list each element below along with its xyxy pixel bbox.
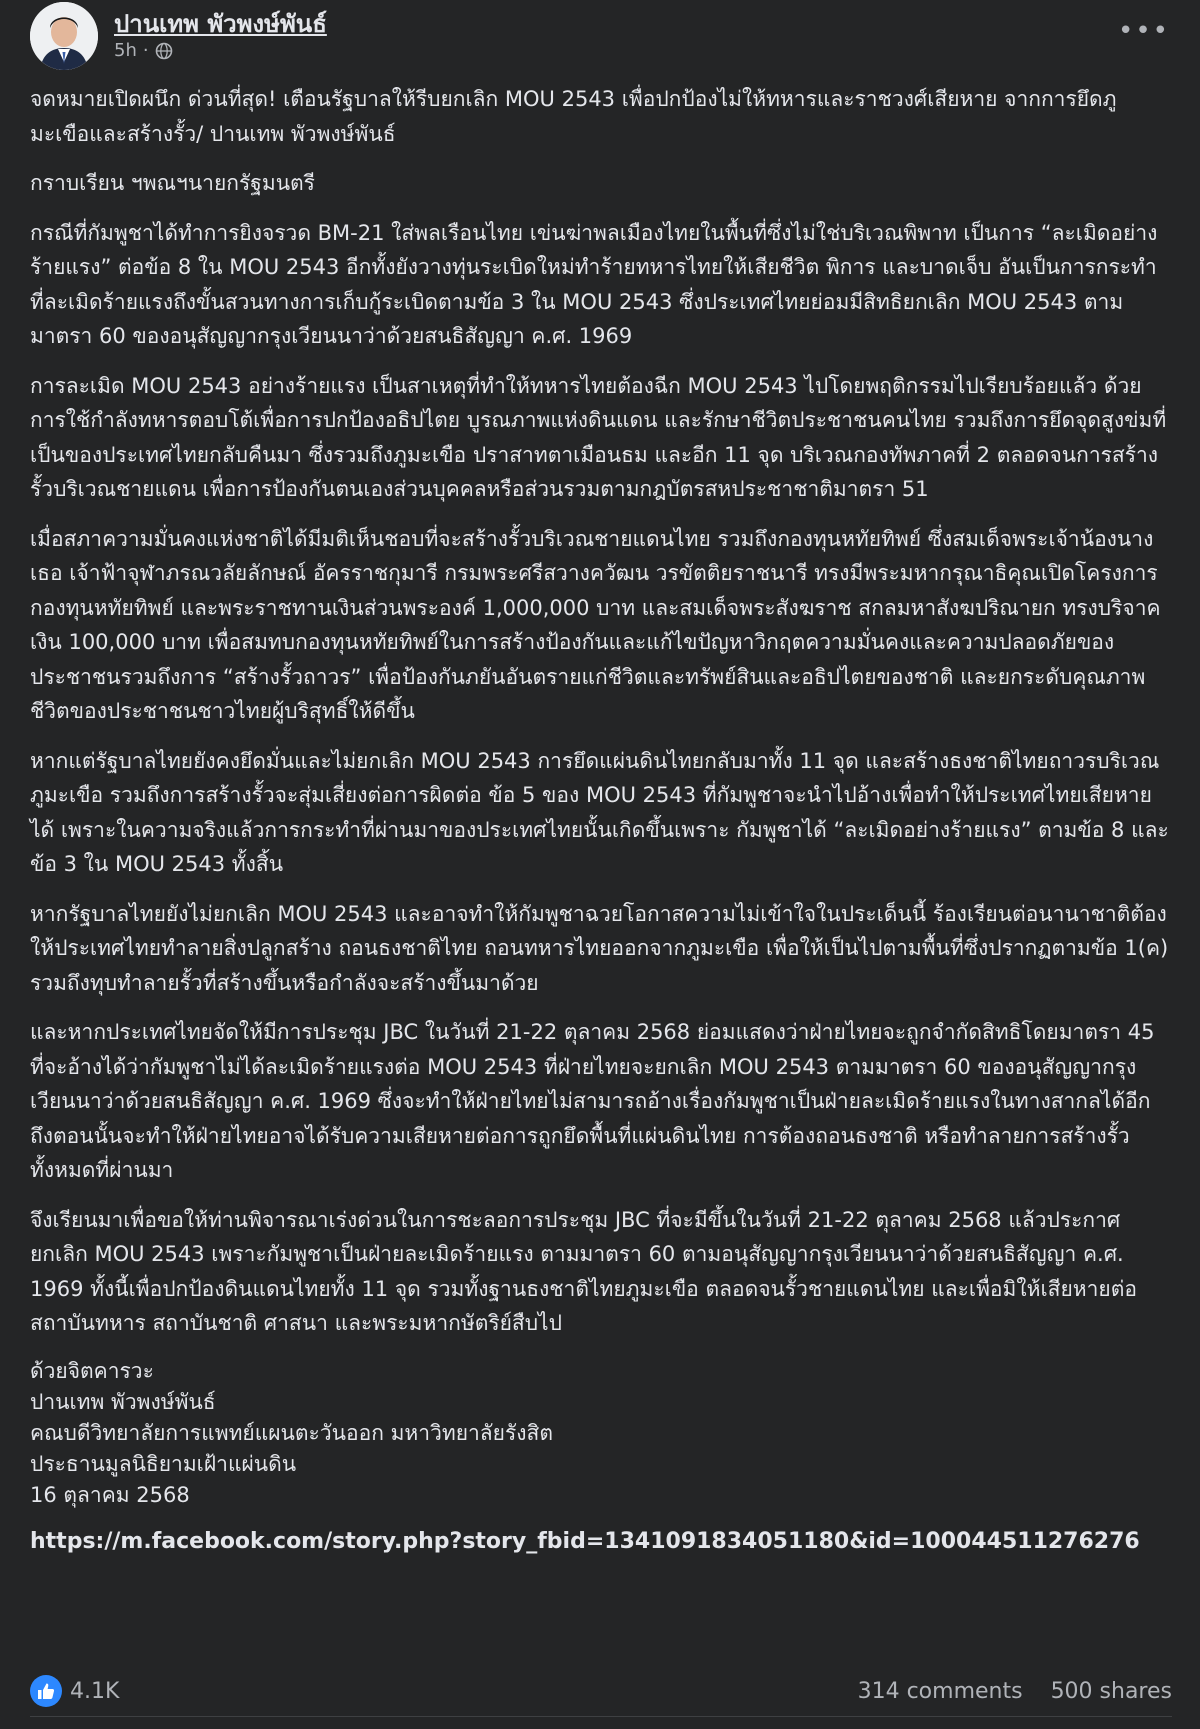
reaction-count: 4.1K <box>70 1678 120 1704</box>
like-icon <box>30 1675 62 1707</box>
meta-separator: · <box>142 40 149 61</box>
globe-icon[interactable] <box>155 42 173 60</box>
avatar[interactable] <box>30 2 98 70</box>
signature-closing: ด้วยจิตคารวะ <box>30 1358 154 1383</box>
paragraph: หากรัฐบาลไทยยังไม่ยกเลิก MOU 2543 และอาจทำให้กัมพูชาฉวยโอกาสความไม่เข้าใจในประเด็นนี้ ร้องเรียนต่อนานาชาติต้องให้ประเทศไทยทำลายสิ่งปลูกสร้าง ถอนธงชาติไทย ถอนทหารไทยออกจากภูมะเขือ เพื่อให้เป็นไปตามพื้นที่ซึ่งปรากฏตามข้อ 1(ค) รวมถึงทุบทำลายรั้วที่สร้างขึ้นหรือกำลังจะสร้างขึ้นมาด้วย <box>30 901 1169 995</box>
author-name[interactable]: ปานเทพ พัวพงษ์พันธ์ <box>114 10 327 38</box>
post-body <box>30 82 1170 1559</box>
paragraph: หากแต่รัฐบาลไทยยังคงยึดมั่นและไม่ยกเลิก MOU 2543 การยึดแผ่นดินไทยกลับมาทั้ง 11 จุด และสร้างธงชาติไทยถาวรบริเวณภูมะเขือ รวมถึงการสร้างรั้วจะสุ่มเสี่ยงต่อการผิดต่อ ข้อ 5 ของ MOU 2543 ที่กัมพูชาจะนำไปอ้างเพื่อทำให้ประเทศไทยเสียหายได้ เพราะในความจริงแล้วการกระทำที่ผ่านมาของประเทศไทยนั้นเกิดขึ้นเพราะ กัมพูชาได้ “ละเมิดอย่างร้ายแรง” ตามข้อ 8 และข้อ 3 ใน MOU 2543 ทั้งสิ้น <box>30 748 1169 876</box>
signature-name: ปานเทพ พัวพงษ์พันธ์ <box>30 1389 216 1414</box>
avatar-image <box>30 2 98 70</box>
signature-block <box>30 1356 1170 1511</box>
post-footer <box>30 1668 1172 1714</box>
footer-divider <box>30 1716 1172 1717</box>
paragraph: จึงเรียนมาเพื่อขอให้ท่านพิจารณาเร่งด่วนในการชะลอการประชุม JBC ที่จะมีขึ้นในวันที่ 21-22 ตุลาคม 2568 แล้วประกาศยกเลิก MOU 2543 เพราะกัมพูชาเป็นฝ่ายละเมิดร้ายแรง ตามมาตรา 60 ตามอนุสัญญากรุงเวียนนาว่าด้วยสนธิสัญญา ค.ศ. 1969 ทั้งนี้เพื่อปกป้องดินแดนไทยทั้ง 11 จุด รวมทั้งฐานธงชาติไทยภูมะเขือ ตลอดจนรั้วชายแดนไทย และเพื่อมิให้เสียหายต่อสถาบันทหาร สถาบันชาติ ศาสนา และพระมหากษัตริย์สืบไป <box>30 1207 1137 1335</box>
post-header <box>30 0 1180 76</box>
paragraph: เมื่อสภาความมั่นคงแห่งชาติได้มีมติเห็นชอบที่จะสร้างรั้วบริเวณชายแดนไทย รวมถึงกองทุนหทัยทิพย์ ซึ่งสมเด็จพระเจ้าน้องนางเธอ เจ้าฟ้าจุฬาภรณวลัยลักษณ์ อัครราชกุมารี กรมพระศรีสวางควัฒน วรขัตติยราชนารี ทรงมีพระมหากรุณาธิคุณเปิดโครงการกองทุนหทัยทิพย์ และพระราชทานเงินส่วนพระองค์ 1,000,000 บาท และสมเด็จพระสังฆราช สกลมหาสังฆปริณายก ทรงบริจาคเงิน 100,000 บาท เพื่อสมทบกองทุนหทัยทิพย์ในการสร้างป้องกันและแก้ไขปัญหาวิกฤตความมั่นคงและความปลอดภัยของประชาชนรวมถึงการ “สร้างรั้วถาวร” เพื่อป้องกันภยันอันตรายแก่ชีวิตและทรัพย์สินและอธิปไตยของชาติ และยกระดับคุณภาพชีวิตของประชาชนชาวไทยผู้บริสุทธิ์ให้ดีขึ้น <box>30 526 1161 723</box>
signature-position: คณบดีวิทยาลัยการแพทย์แผนตะวันออก มหาวิทยาลัยรังสิต <box>30 1420 553 1445</box>
signature-position: ประธานมูลนิธิยามเฝ้าแผ่นดิน <box>30 1451 297 1476</box>
post-time[interactable]: 5h <box>114 40 137 61</box>
shares-count[interactable]: 500 shares <box>1050 1678 1172 1704</box>
paragraph: กรณีที่กัมพูชาได้ทำการยิงจรวด BM-21 ใส่พลเรือนไทย เข่นฆ่าพลเมืองไทยในพื้นที่ซึ่งไม่ใช่บริเวณพิพาท เป็นการ “ละเมิดอย่างร้ายแรง” ต่อข้อ 8 ใน MOU 2543 อีกทั้งยังวางทุ่นระเบิดใหม่ทำร้ายทหารไทยให้เสียชีวิต พิการ และบาดเจ็บ อันเป็นการกระทำที่ละเมิดร้ายแรงถึงขั้นสวนทางการเก็บกู้ระเบิดตามข้อ 3 ใน MOU 2543 ซึ่งประเทศไทยย่อมมีสิทธิยกเลิก MOU 2543 ตามมาตรา 60 ของอนุสัญญากรุงเวียนนาว่าด้วยสนธิสัญญา ค.ศ. 1969 <box>30 220 1158 348</box>
story-link[interactable]: https://m.facebook.com/story.php?story_fbid=1341091834051180&id=100044511276276 <box>30 1528 1140 1554</box>
paragraph-salutation: กราบเรียน ฯพณฯนายกรัฐมนตรี <box>30 171 315 195</box>
engagement-stats <box>858 1679 1172 1704</box>
more-dots-icon[interactable]: ••• <box>1117 16 1170 46</box>
paragraph: การละเมิด MOU 2543 อย่างร้ายแรง เป็นสาเหตุที่ทำให้ทหารไทยต้องฉีก MOU 2543 ไปโดยพฤติกรรมไปเรียบร้อยแล้ว ด้วยการใช้กำลังทหารตอบโต้เพื่อการปกป้องอธิปไตย บูรณภาพแห่งดินแดน และรักษาชีวิตประชาชนคนไทย รวมถึงการยึดจุดสูงข่มที่เป็นของประเทศไทยกลับคืนมา ซึ่งรวมถึงภูมะเขือ ปราสาทตาเมือนธม และอีก 11 จุด บริเวณกองทัพภาคที่ 2 ตลอดจนการสร้างรั้วบริเวณชายแดน เพื่อการป้องกันตนเองส่วนบุคคลหรือส่วนรวมตามกฎบัตรสหประชาชาติมาตรา 51 <box>30 373 1167 501</box>
paragraph: และหากประเทศไทยจัดให้มีการประชุม JBC ในวันที่ 21-22 ตุลาคม 2568 ย่อมแสดงว่าฝ่ายไทยจะถูกจำกัดสิทธิโดยมาตรา 45 ที่จะอ้างได้ว่ากัมพูชาไม่ได้ละเมิดร้ายแรงต่อ MOU 2543 ที่ฝ่ายไทยจะยกเลิก MOU 2543 ตามมาตรา 60 ของอนุสัญญากรุงเวียนนาว่าด้วยสนธิสัญญา ค.ศ. 1969 ซึ่งจะทำให้ฝ่ายไทยไม่สามารถอ้างเรื่องกัมพูชาเป็นฝ่ายละเมิดร้ายแรงในทางสากลได้อีก ถึงตอนนั้นจะทำให้ฝ่ายไทยอาจได้รับความเสียหายต่อการถูกยึดพื้นที่แผ่นดินไทย การต้องถอนธงชาติ หรือทำลายการสร้างรั้วทั้งหมดที่ผ่านมา <box>30 1020 1155 1182</box>
paragraph-title: จดหมายเปิดผนึก ด่วนที่สุด! เตือนรัฐบาลให้รีบยกเลิก MOU 2543 เพื่อปกป้องไม่ให้ทหารและราชวงศ์เสียหาย จากการยึดภูมะเขือและสร้างรั้ว/ ปานเทพ พัวพงษ์พันธ์ <box>30 87 1117 146</box>
reactions[interactable] <box>30 1675 119 1707</box>
post-meta <box>114 40 173 61</box>
signature-date: 16 ตุลาคม 2568 <box>30 1482 190 1507</box>
comments-count[interactable]: 314 comments <box>857 1678 1023 1704</box>
